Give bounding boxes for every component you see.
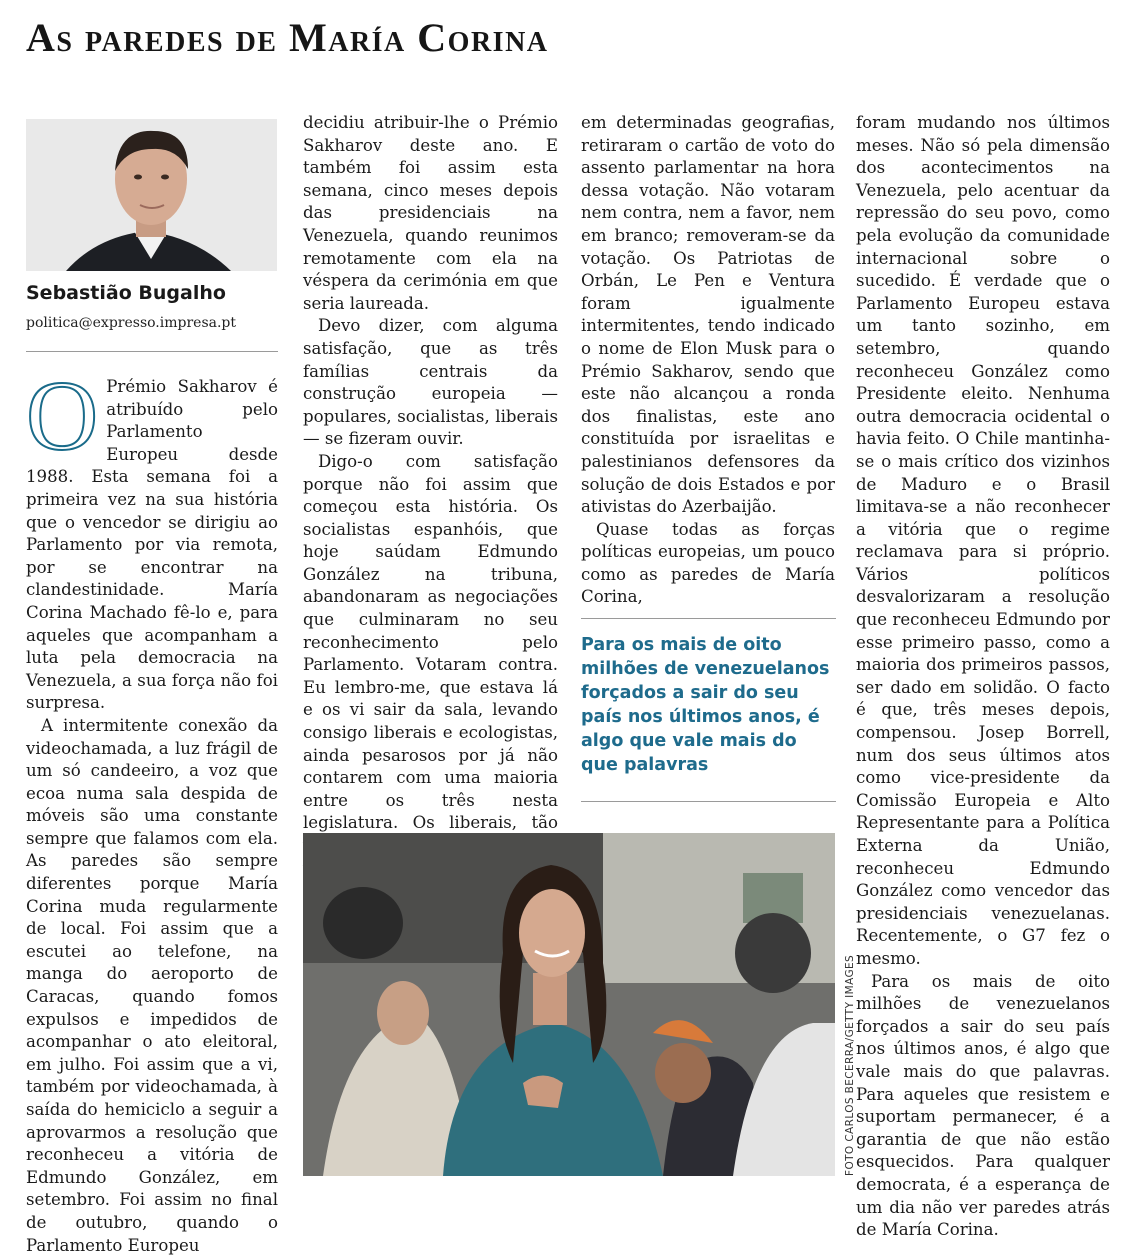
article-paragraph: Digo-o com satisfação porque não foi assim que começou esta história. Os socialistas espanhóis, que hoje saúdam Edmundo González na tribuna, abandonaram as negociações que culminaram no seu reconhecimento pelo Parlamento. Votaram contra. Eu lembro-me, que estava lá e os vi sair da sala, levando consigo liberais e ecologistas, ainda pesarosos por já não contarem com uma maioria entre os três nesta legislatura. Os liberais, tão — [303, 451, 558, 833]
main-photo — [303, 833, 835, 1176]
article-paragraph: Quase todas as forças políticas europeias, um pouco como as paredes de María Corina, — [581, 519, 835, 607]
author-email: politica@expresso.impresa.pt — [26, 315, 237, 331]
article-paragraph: foram mudando nos últimos meses. Não só pela dimensão dos acontecimentos na Venezuela, pelo acentuar da repressão do seu povo, como pela evolução da comunidade internacional sobre o sucedido. É verdade que o Parlamento Europeu estava um tanto sozinho, em setembro, quando reconheceu González como Presidente eleito. Nenhuma outra democracia ocidental o havia feito. O Chile mantinha-se o mais crítico dos vizinhos de Maduro e o Brasil limitava-se a não reconhecer a vitória que o regime reclamava para si próprio. Vários políticos desvalorizaram a resolução que reconheceu Edmundo por esse primeiro passo, como a maioria dos primeiros passos, ser dado em solidão. O facto é que, três meses depois, compensou. Josep Borrell, num dos seus últimos atos como vice-presidente da Comissão Europeia e Alto Representante para a Política Externa da União, reconheceu Edmundo González como vencedor das presidenciais venezuelanas. Recentemente, o G7 fez o mesmo. — [856, 113, 1110, 968]
author-name: Sebastião Bugalho — [26, 282, 226, 304]
article-column-4 — [856, 112, 1110, 1242]
article-column-2 — [303, 112, 558, 880]
author-portrait-image — [26, 119, 277, 271]
pull-quote-text: Para os mais de oito milhões de venezuelanos forçados a sair do seu país nos últimos anos, é algo que vale mais do que palavras — [581, 635, 830, 775]
article-column-1 — [26, 360, 278, 1257]
article-paragraph: A intermitente conexão da videochamada, a luz frágil de um só candeeiro, a voz que ecoa numa sala despida de móveis são uma constante sempre que falamos com ela. As paredes são sempre diferentes porque María Corina muda regularmente de local. Foi assim que a escutei ao telefone, na manga do aeroporto de Caracas, quando fomos expulsos e impedidos de acompanhar o ato eleitoral, em julho. Foi assim que a vi, também por videochamada, à saída do hemiciclo a seguir a aprovarmos a resolução que reconheceu a vitória de Edmundo González, em setembro. Foi assim no final de outubro, quando o Parlamento Europeu — [26, 715, 278, 1255]
photo-credit: FOTO CARLOS BECERRA/GETTY IMAGES — [844, 954, 856, 1176]
author-divider — [26, 351, 278, 352]
headline: As paredes de María Corina — [26, 15, 549, 60]
article-paragraph: decidiu atribuir-lhe o Prémio Sakharov deste ano. E também foi assim esta semana, cinco meses depois das presidenciais na Venezuela, quando reunimos remotamente com ela na véspera da cerimónia em que seria laureada. — [303, 113, 558, 313]
article-paragraph: Devo dizer, com alguma satisfação, que as três famílias centrais da construção europeia — populares, socialistas, liberais — se fizeram ouvir. — [303, 316, 558, 449]
pull-quote — [581, 618, 836, 802]
article-paragraph: Para os mais de oito milhões de venezuelanos forçados a sair do seu país nos últimos anos, é algo que vale mais do que palavras. Para aqueles que resistem e suportam permanecer, é a garantia de que não estão esquecidos. Para qualquer democrata, é a esperança de um dia não ver paredes atrás de María Corina. — [856, 971, 1110, 1240]
drop-cap: O — [26, 360, 99, 471]
article-paragraph: em determinadas geografias, retiraram o cartão de voto do assento parlamentar na hora dessa votação. Não votaram nem contra, nem a favor, nem em branco; removeram-se da votação. Os Patriotas de Orbán, Le Pen e Ventura foram igualmente intermitentes, tendo indicado o nome de Elon Musk para o Prémio Sakharov, sendo que este não alcançou a ronda dos finalistas, este ano constituída por israelitas e palestinianos defensores da solução de dois Estados e por ativistas do Azerbaijão. — [581, 113, 835, 517]
article-paragraph: O Prémio Sakharov é atribuído pelo Parlamento Europeu desde 1988. Esta semana foi a primeira vez na sua história que o vencedor se dirigiu ao Parlamento por via remota, por se encontrar na clandestinidade. María Corina Machado fê-lo e, para aqueles que acompanham a luta pela democracia na Venezuela, a sua força não foi surpresa. — [26, 360, 278, 713]
article-column-3 — [581, 112, 835, 609]
